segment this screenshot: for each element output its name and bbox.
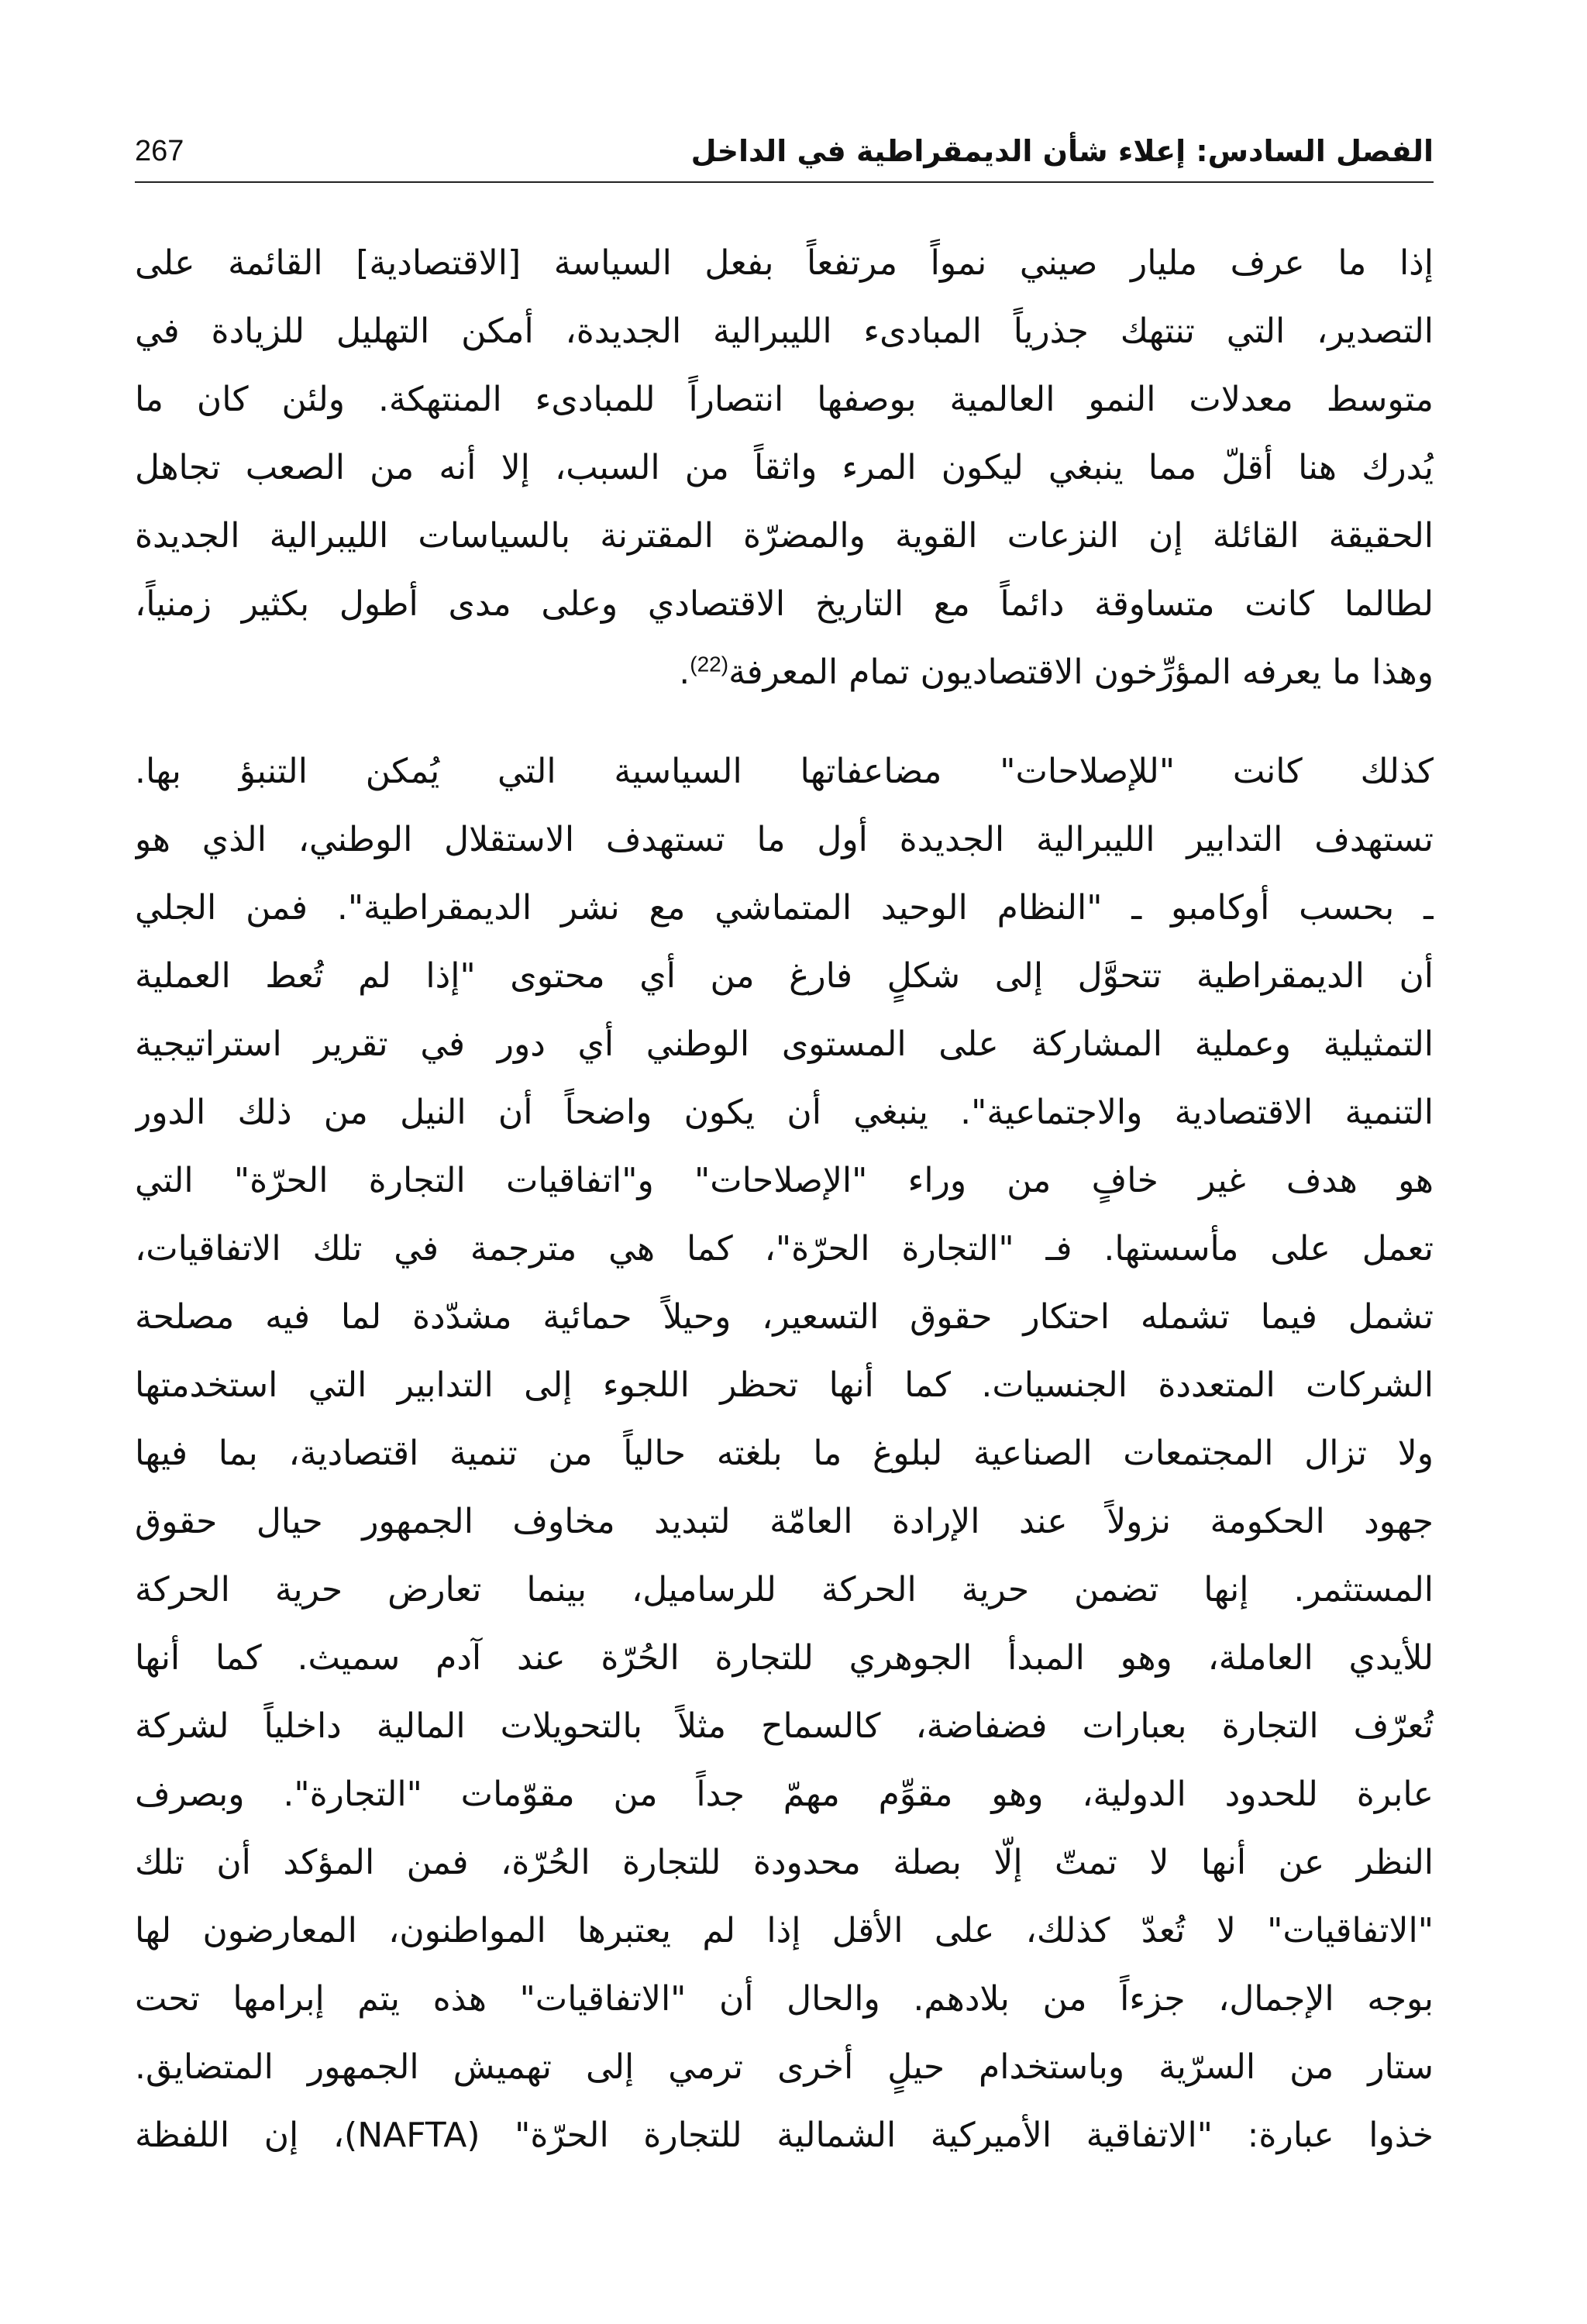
text-line: إذا ما عرف مليار صيني نمواً مرتفعاً بفعل السياسة [الاقتصادية] القائمة على bbox=[135, 243, 1434, 283]
text-line: خذوا عبارة: "الاتفاقية الأميركية الشمالية للتجارة الحرّة" (NAFTA)، إن اللفظة bbox=[135, 2116, 1434, 2155]
text-line: متوسط معدلات النمو العالمية بوصفها انتصاراً للمبادىء المنتهكة. ولئن كان ما bbox=[135, 380, 1434, 419]
text-line: النظر عن أنها لا تمتّ إلّا بصلة محدودة للتجارة الحُرّة، فمن المؤكد أن تلك bbox=[135, 1843, 1434, 1882]
chapter-title: الفصل السادس: إعلاء شأن الديمقراطية في الداخل bbox=[690, 134, 1434, 168]
text-line: ولا تزال المجتمعات الصناعية لبلوغ ما بلغته حالياً من تنمية اقتصادية، بما فيها bbox=[135, 1434, 1434, 1473]
text-line: أن الديمقراطية تتحوَّل إلى شكلٍ فارغ من أي محتوى "إذا لم تُعط العملية bbox=[135, 956, 1434, 996]
text-line: المستثمر. إنها تضمن حرية الحركة للرساميل، بينما تعارض حرية الحركة bbox=[135, 1570, 1434, 1610]
paragraph-2 bbox=[135, 738, 1434, 2170]
text-line: التمثيلية وعملية المشاركة على المستوى الوطني أي دور في تقرير استراتيجية bbox=[135, 1024, 1434, 1064]
sentence-end: . bbox=[679, 652, 690, 692]
paragraph-1 bbox=[135, 229, 1434, 707]
footnote-reference: (22) bbox=[690, 652, 729, 677]
text-line: "الاتفاقيات" لا تُعدّ كذلك، على الأقل إذا لم يعتبرها المواطنون، المعارضون لها bbox=[135, 1911, 1434, 1950]
text-line: تستهدف التدابير الليبرالية الجديدة أول ما تستهدف الاستقلال الوطني، الذي هو bbox=[135, 820, 1434, 859]
text-line: جهود الحكومة نزولاً عند الإرادة العامّة لتبديد مخاوف الجمهور حيال حقوق bbox=[135, 1502, 1434, 1541]
header-rule bbox=[135, 181, 1434, 183]
page-number: 267 bbox=[135, 135, 184, 167]
text-line: بوجه الإجمال، جزءاً من بلادهم. والحال أن "الاتفاقيات" هذه يتم إبرامها تحت bbox=[135, 1979, 1434, 2019]
text-line: لطالما كانت متساوقة دائماً مع التاريخ الاقتصادي وعلى مدى أطول بكثير زمنياً، bbox=[135, 584, 1434, 624]
text-line: تُعرّف التجارة بعبارات فضفاضة، كالسماح مثلاً بالتحويلات المالية داخلياً لشركة bbox=[135, 1706, 1434, 1746]
text-line: تعمل على مأسستها. فـ "التجارة الحرّة"، كما هي مترجمة في تلك الاتفاقيات، bbox=[135, 1229, 1434, 1269]
text-line: يُدرك هنا أقلّ مما ينبغي ليكون المرء واثقاً من السبب، إلا أنه من الصعب تجاهل bbox=[135, 448, 1434, 487]
text-line: تشمل فيما تشمله احتكار حقوق التسعير، وحيلاً حمائية مشدّدة لما فيه مصلحة bbox=[135, 1297, 1434, 1337]
text-line: الحقيقة القائلة إن النزعات القوية والمضرّة المقترنة بالسياسات الليبرالية الجديدة bbox=[135, 516, 1434, 556]
text-line: كذلك كانت "للإصلاحات" مضاعفاتها السياسية التي يُمكن التنبؤ بها. bbox=[135, 752, 1434, 791]
text-line: ستار من السرّية وباستخدام حيلٍ أخرى ترمي إلى تهميش الجمهور المتضايق. bbox=[135, 2047, 1434, 2087]
text-line-content: وهذا ما يعرفه المؤرِّخون الاقتصاديون تمام المعرفة bbox=[728, 652, 1434, 692]
text-line: عابرة للحدود الدولية، وهو مقوِّم مهمّ جداً من مقوّمات "التجارة". وبصرف bbox=[135, 1775, 1434, 1814]
text-line: هو هدف غير خافٍ من وراء "الإصلاحات" و"اتفاقيات التجارة الحرّة" التي bbox=[135, 1161, 1434, 1200]
text-line: التنمية الاقتصادية والاجتماعية". ينبغي أن يكون واضحاً أن النيل من ذلك الدور bbox=[135, 1093, 1434, 1132]
text-line: التصدير، التي تنتهك جذرياً المبادىء الليبرالية الجديدة، أمكن التهليل للزيادة في bbox=[135, 312, 1434, 351]
text-line: ـ بحسب أوكامبو ـ "النظام الوحيد المتماشي مع نشر الديمقراطية". فمن الجلي bbox=[135, 888, 1434, 928]
book-page bbox=[135, 124, 1434, 2278]
text-line: للأيدي العاملة، وهو المبدأ الجوهري للتجارة الحُرّة عند آدم سميث. كما أنها bbox=[135, 1638, 1434, 1678]
text-line bbox=[135, 639, 1434, 707]
text-line: الشركات المتعددة الجنسيات. كما أنها تحظر اللجوء إلى التدابير التي استخدمتها bbox=[135, 1365, 1434, 1405]
running-header bbox=[135, 124, 1434, 172]
